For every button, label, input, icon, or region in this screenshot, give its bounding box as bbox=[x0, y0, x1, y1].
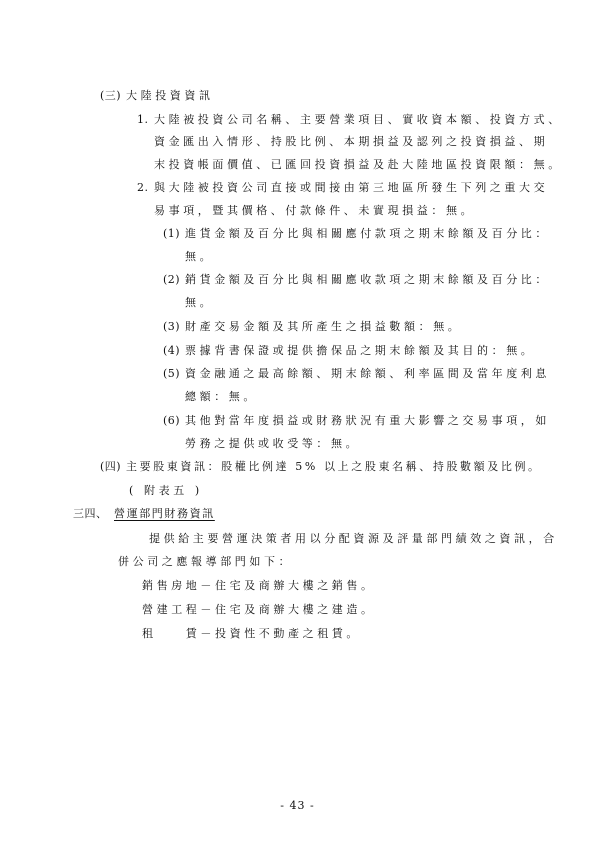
item2-number: 2. bbox=[137, 181, 149, 194]
subitem-1-number: (1) bbox=[163, 227, 181, 240]
page-number: - 43 - bbox=[280, 799, 315, 812]
subitem-2-number: (2) bbox=[163, 273, 181, 286]
subitem-2-line-1: 銷貨金額及百分比與相關應收款項之期末餘額及百分比： bbox=[185, 273, 550, 286]
segment-leasing: 租 賃－投資性不動產之租賃。 bbox=[142, 627, 361, 640]
subitem-1-line-2: 無。 bbox=[185, 250, 215, 263]
section-34-para-line-1: 提供給主要營運決策者用以分配資源及評量部門績效之資訊，合 bbox=[149, 532, 558, 545]
section-34-label: 三四、 bbox=[73, 507, 108, 520]
section-four-line-1: 主要股東資訊：股權比例達 5% 以上之股東名稱、持股數額及比例。 bbox=[126, 460, 542, 473]
subitem-3-line-1: 財產交易金額及其所產生之損益數額：無。 bbox=[185, 320, 463, 333]
subitem-6-line-2: 勞務之提供或收受等：無。 bbox=[185, 437, 361, 450]
item2-line-2: 易事項，暨其價格、付款條件、未實現損益：無。 bbox=[154, 204, 476, 217]
item1-line-2: 資金匯出入情形、持股比例、本期損益及認列之投資損益、期 bbox=[154, 135, 549, 148]
section-four-label: (四) bbox=[100, 460, 122, 473]
section-34-title: 營運部門財務資訊 bbox=[114, 507, 215, 520]
segment-construction: 營建工程－住宅及商辦大樓之建造。 bbox=[142, 603, 376, 616]
subitem-1-line-1: 進貨金額及百分比與相關應付款項之期末餘額及百分比： bbox=[185, 227, 550, 240]
subitem-5-number: (5) bbox=[163, 367, 181, 380]
subitem-6-line-1: 其他對當年度損益或財務狀況有重大影響之交易事項，如 bbox=[185, 414, 550, 427]
item1-line-3: 末投資帳面價值、已匯回投資損益及赴大陸地區投資限額：無。 bbox=[154, 158, 563, 171]
item2-line-1: 與大陸被投資公司直接或間接由第三地區所發生下列之重大交 bbox=[154, 181, 549, 194]
segment-sales: 銷售房地－住宅及商辦大樓之銷售。 bbox=[142, 579, 376, 592]
subitem-4-number: (4) bbox=[163, 344, 181, 357]
subitem-2-line-2: 無。 bbox=[185, 296, 215, 309]
subitem-5-line-2: 總額：無。 bbox=[185, 390, 258, 403]
section-34-para-line-2: 併公司之應報導部門如下： bbox=[118, 555, 294, 568]
section-three-title: 大陸投資資訊 bbox=[126, 89, 214, 102]
subitem-4-line-1: 票據背書保證或提供擔保品之期末餘額及其目的：無。 bbox=[185, 344, 536, 357]
section-three-label: (三) bbox=[100, 89, 122, 102]
item1-line-1: 大陸被投資公司名稱、主要營業項目、實收資本額、投資方式、 bbox=[154, 113, 563, 126]
item1-number: 1. bbox=[137, 113, 149, 126]
section-four-line-2: ( 附表五 ) bbox=[129, 484, 203, 497]
subitem-5-line-1: 資金融通之最高餘額、期末餘額、利率區間及當年度利息 bbox=[185, 367, 550, 380]
subitem-6-number: (6) bbox=[163, 414, 181, 427]
subitem-3-number: (3) bbox=[163, 320, 181, 333]
